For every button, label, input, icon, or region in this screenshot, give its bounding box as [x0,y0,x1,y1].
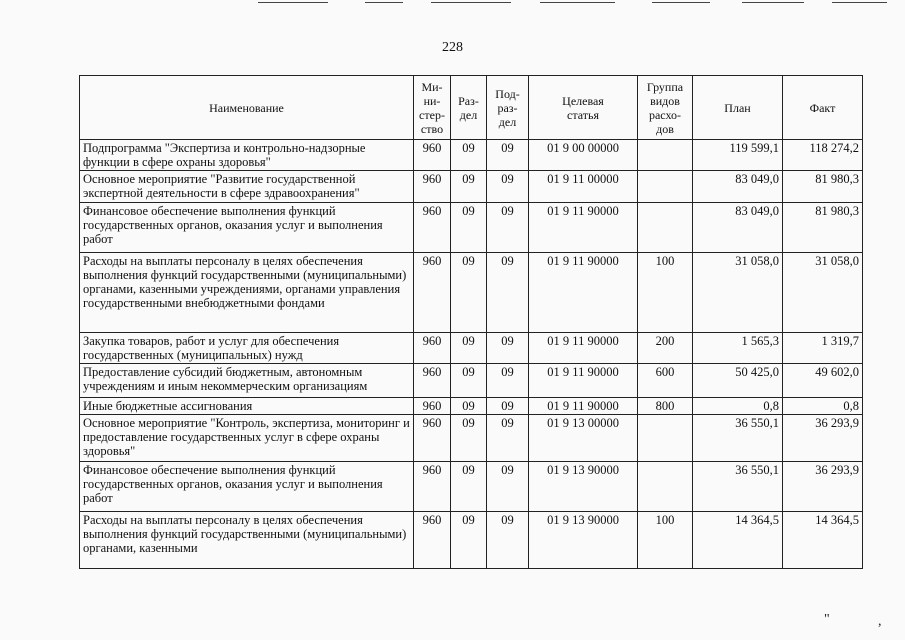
row-name: Закупка товаров, работ и услуг для обеспечения государственных (муниципальных) нужд [80,333,414,364]
row-plan: 0,8 [693,398,783,415]
table-row [80,398,863,415]
row-plan: 50 425,0 [693,364,783,398]
table-row [80,415,863,462]
row-ministry: 960 [414,171,451,203]
row-ministry: 960 [414,364,451,398]
row-plan: 119 599,1 [693,140,783,171]
row-name: Расходы на выплаты персоналу в целях обеспечения выполнения функций государственными (муниципальными) органами, казенными учреждениями, органами управления государственными внебюджетными фондами [80,253,414,333]
header-row [80,76,863,140]
scan-line-top [540,2,615,3]
row-name: Финансовое обеспечение выполнения функций государственных органов, оказания услуг и выполнения работ [80,462,414,512]
row-ministry: 960 [414,462,451,512]
row-target: 01 9 13 90000 [529,462,638,512]
budget-table [79,75,863,569]
row-section: 09 [451,140,487,171]
row-group [638,203,693,253]
table-row [80,171,863,203]
row-group [638,171,693,203]
row-target: 01 9 11 90000 [529,333,638,364]
row-group: 200 [638,333,693,364]
row-plan: 31 058,0 [693,253,783,333]
row-fact: 118 274,2 [783,140,863,171]
table-row [80,203,863,253]
table-row [80,333,863,364]
header-target-text: Целевая статья [562,93,604,122]
table-row [80,253,863,333]
header-ministry [414,76,451,140]
row-section: 09 [451,364,487,398]
row-fact: 49 602,0 [783,364,863,398]
row-plan: 36 550,1 [693,415,783,462]
row-group: 600 [638,364,693,398]
scan-line-top [431,2,511,3]
header-ministry-text: Ми- ни- стер- ство [419,79,445,136]
row-name: Предоставление субсидий бюджетным, автономным учреждениям и иным некоммерческим организациям [80,364,414,398]
header-section [451,76,487,140]
row-group: 100 [638,253,693,333]
row-ministry: 960 [414,415,451,462]
page-number: 228 [442,40,463,55]
row-subsection: 09 [487,171,529,203]
row-plan: 83 049,0 [693,203,783,253]
row-fact: 36 293,9 [783,462,863,512]
row-subsection: 09 [487,462,529,512]
row-ministry: 960 [414,253,451,333]
row-group [638,140,693,171]
row-section: 09 [451,253,487,333]
row-ministry: 960 [414,512,451,569]
row-subsection: 09 [487,512,529,569]
row-name: Основное мероприятие "Контроль, экспертиза, мониторинг и предоставление государственных услуг в сфере охраны здоровья" [80,415,414,462]
row-section: 09 [451,171,487,203]
row-target: 01 9 13 00000 [529,415,638,462]
row-ministry: 960 [414,140,451,171]
row-section: 09 [451,398,487,415]
row-section: 09 [451,203,487,253]
row-target: 01 9 00 00000 [529,140,638,171]
header-fact [783,76,863,140]
row-subsection: 09 [487,140,529,171]
header-target [529,76,638,140]
header-subsection-text: Под- раз- дел [495,86,520,129]
row-subsection: 09 [487,364,529,398]
row-target: 01 9 11 90000 [529,253,638,333]
scan-line-top [365,2,403,3]
row-ministry: 960 [414,203,451,253]
row-subsection: 09 [487,333,529,364]
row-target: 01 9 11 90000 [529,398,638,415]
header-fact-text: Факт [809,100,836,115]
header-name [80,76,414,140]
scan-mark: " [824,612,830,627]
header-group [638,76,693,140]
row-target: 01 9 13 90000 [529,512,638,569]
table-row [80,140,863,171]
row-fact: 0,8 [783,398,863,415]
scan-line-top [258,2,328,3]
row-fact: 14 364,5 [783,512,863,569]
row-fact: 36 293,9 [783,415,863,462]
table-row [80,364,863,398]
row-name: Финансовое обеспечение выполнения функций государственных органов, оказания услуг и выполнения работ [80,203,414,253]
header-section-text: Раз- дел [458,93,479,122]
header-plan-text: План [724,100,751,115]
row-subsection: 09 [487,203,529,253]
row-section: 09 [451,415,487,462]
row-target: 01 9 11 00000 [529,171,638,203]
row-plan: 14 364,5 [693,512,783,569]
row-group [638,415,693,462]
row-plan: 1 565,3 [693,333,783,364]
row-subsection: 09 [487,398,529,415]
row-plan: 83 049,0 [693,171,783,203]
scan-line-top [742,2,804,3]
row-section: 09 [451,333,487,364]
row-subsection: 09 [487,415,529,462]
header-name-text: Наименование [209,100,284,115]
row-section: 09 [451,462,487,512]
header-group-text: Группа видов расхо- дов [646,79,684,136]
row-target: 01 9 11 90000 [529,364,638,398]
row-plan: 36 550,1 [693,462,783,512]
row-group: 100 [638,512,693,569]
row-group: 800 [638,398,693,415]
scan-mark: , [878,614,882,629]
row-ministry: 960 [414,333,451,364]
row-name: Расходы на выплаты персоналу в целях обеспечения выполнения функций государственными (муниципальными) органами, казенными [80,512,414,569]
row-ministry: 960 [414,398,451,415]
row-fact: 81 980,3 [783,171,863,203]
scan-line-top [832,2,887,3]
row-fact: 1 319,7 [783,333,863,364]
row-name: Иные бюджетные ассигнования [80,398,414,415]
row-fact: 81 980,3 [783,203,863,253]
row-section: 09 [451,512,487,569]
table-row [80,512,863,569]
row-subsection: 09 [487,253,529,333]
table-row [80,462,863,512]
row-name: Основное мероприятие "Развитие государственной экспертной деятельности в сфере здравоохранения" [80,171,414,203]
scan-line-top [652,2,710,3]
row-target: 01 9 11 90000 [529,203,638,253]
header-plan [693,76,783,140]
row-group [638,462,693,512]
header-subsection [487,76,529,140]
row-name: Подпрограмма "Экспертиза и контрольно-надзорные функции в сфере охраны здоровья" [80,140,414,171]
row-fact: 31 058,0 [783,253,863,333]
